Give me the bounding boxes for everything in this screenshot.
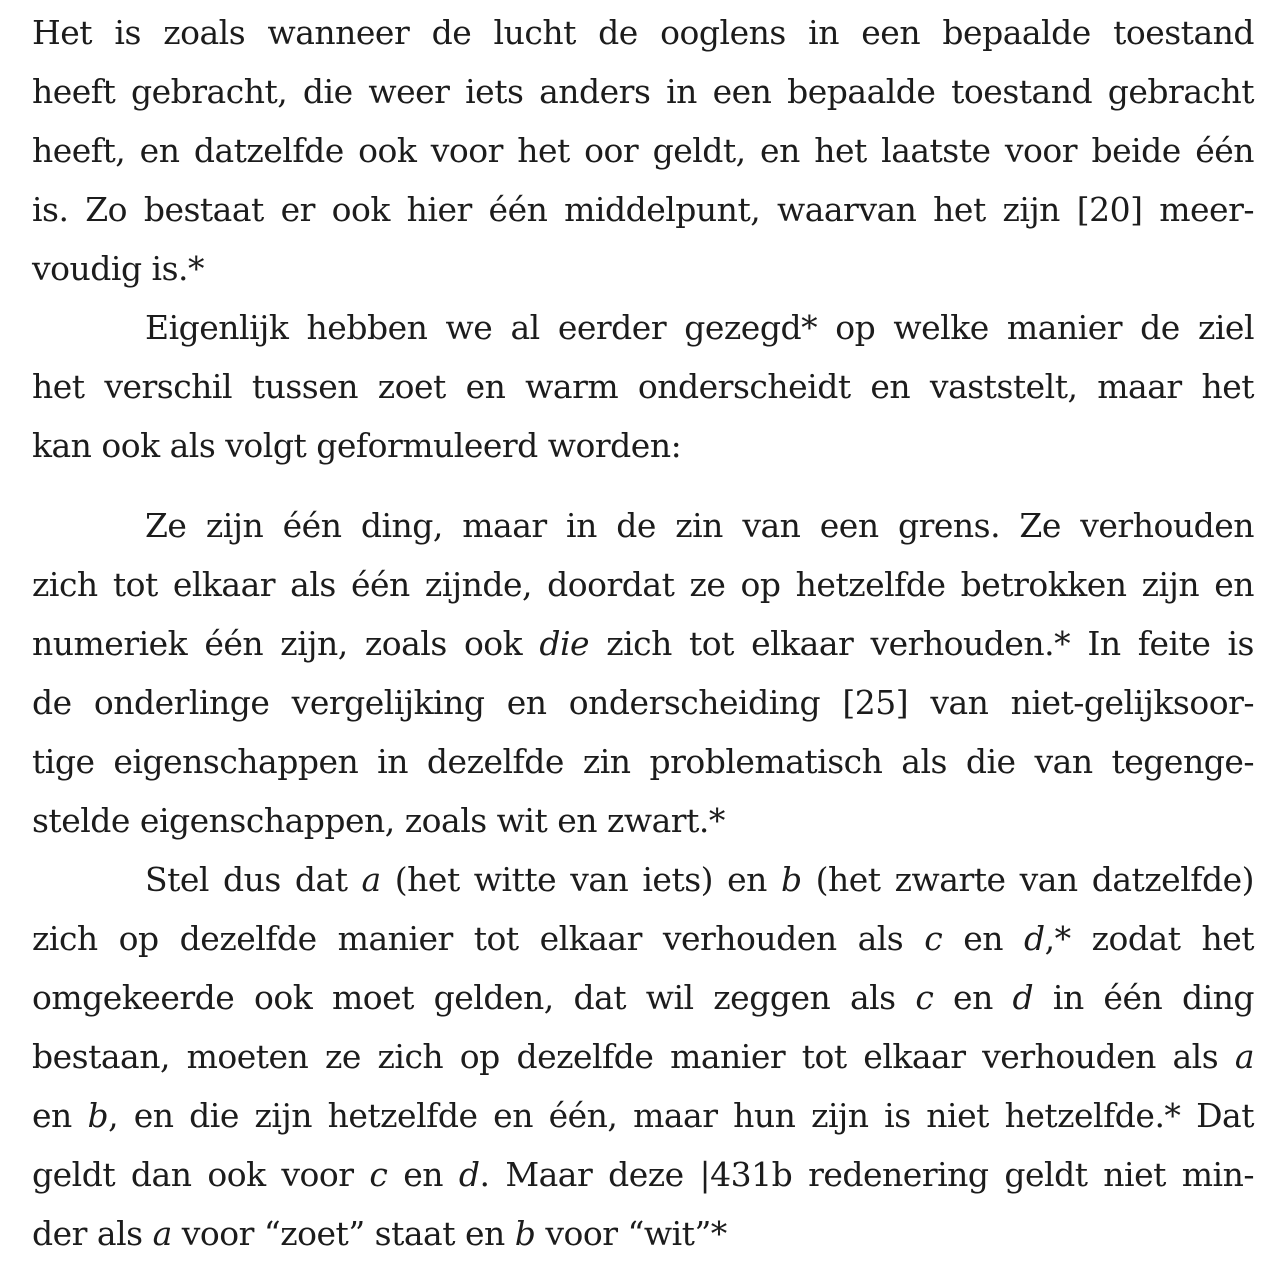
block-quote-first-line: Ze zijn één ding, maar in de zin van een grens. Ze verhouden [145, 506, 1254, 545]
block-quote-line: numeriek één zijn, zoals ook die zich tot elkaar verhouden.* In feite is [32, 624, 1254, 663]
paragraph-first-line: Eigenlijk hebben we al eerder gezegd* op welke manier de ziel [145, 308, 1254, 347]
italic-variable: c [369, 1155, 388, 1194]
italic-variable: c [924, 919, 943, 958]
text-line: bestaan, moeten ze zich op dezelfde manier tot elkaar verhouden als a [32, 1037, 1254, 1076]
text-line: het verschil tussen zoet en warm onderscheidt en vaststelt, maar het [32, 367, 1254, 406]
italic-variable: b [514, 1214, 536, 1253]
italic-variable: a [1234, 1037, 1254, 1076]
block-quote-line: zich tot elkaar als één zijnde, doordat ze op hetzelfde betrokken zijn en [32, 565, 1254, 604]
block-quote-line: tige eigenschappen in dezelfde zin problematisch als die van tegenge- [32, 742, 1254, 781]
italic-variable: a [361, 860, 381, 899]
text-line: kan ook als volgt geformuleerd worden: [32, 426, 682, 465]
block-quote-line: de onderlinge vergelijking en onderscheiding [25] van niet-gelijksoor- [32, 683, 1254, 722]
text-line: heeft, en datzelfde ook voor het oor geldt, en het laatste voor beide één [32, 131, 1254, 170]
italic-variable: b [780, 860, 802, 899]
italic-variable: a [152, 1214, 172, 1253]
text-line: is. Zo bestaat er ook hier één middelpunt, waarvan het zijn [20] meer- [32, 190, 1254, 229]
italic-variable: d [458, 1155, 480, 1194]
text-line: en b, en die zijn hetzelfde en één, maar hun zijn is niet hetzelfde.* Dat [32, 1096, 1254, 1135]
text-line: der als a voor “zoet” staat en b voor “wit”* [32, 1214, 727, 1253]
text-line: voudig is.* [32, 249, 205, 288]
italic-variable: b [87, 1096, 109, 1135]
text-line: heeft gebracht, die weer iets anders in een bepaalde toestand gebracht [32, 72, 1254, 111]
italic-word: die [539, 624, 590, 663]
italic-variable: d [1012, 978, 1034, 1017]
italic-variable: d [1024, 919, 1045, 958]
block-quote-line: stelde eigenschappen, zoals wit en zwart.* [32, 801, 725, 840]
text-line: geldt dan ook voor c en d. Maar deze |431b redenering geldt niet min- [32, 1155, 1254, 1194]
text-line: zich op dezelfde manier tot elkaar verhouden als c en d,* zodat het [32, 919, 1255, 958]
paragraph-first-line: Stel dus dat a (het witte van iets) en b (het zwarte van datzelfde) [145, 860, 1255, 899]
text-line: Het is zoals wanneer de lucht de ooglens in een bepaalde toestand [32, 13, 1254, 52]
italic-variable: c [915, 978, 934, 1017]
text-line: omgekeerde ook moet gelden, dat wil zeggen als c en d in één ding [32, 978, 1254, 1017]
